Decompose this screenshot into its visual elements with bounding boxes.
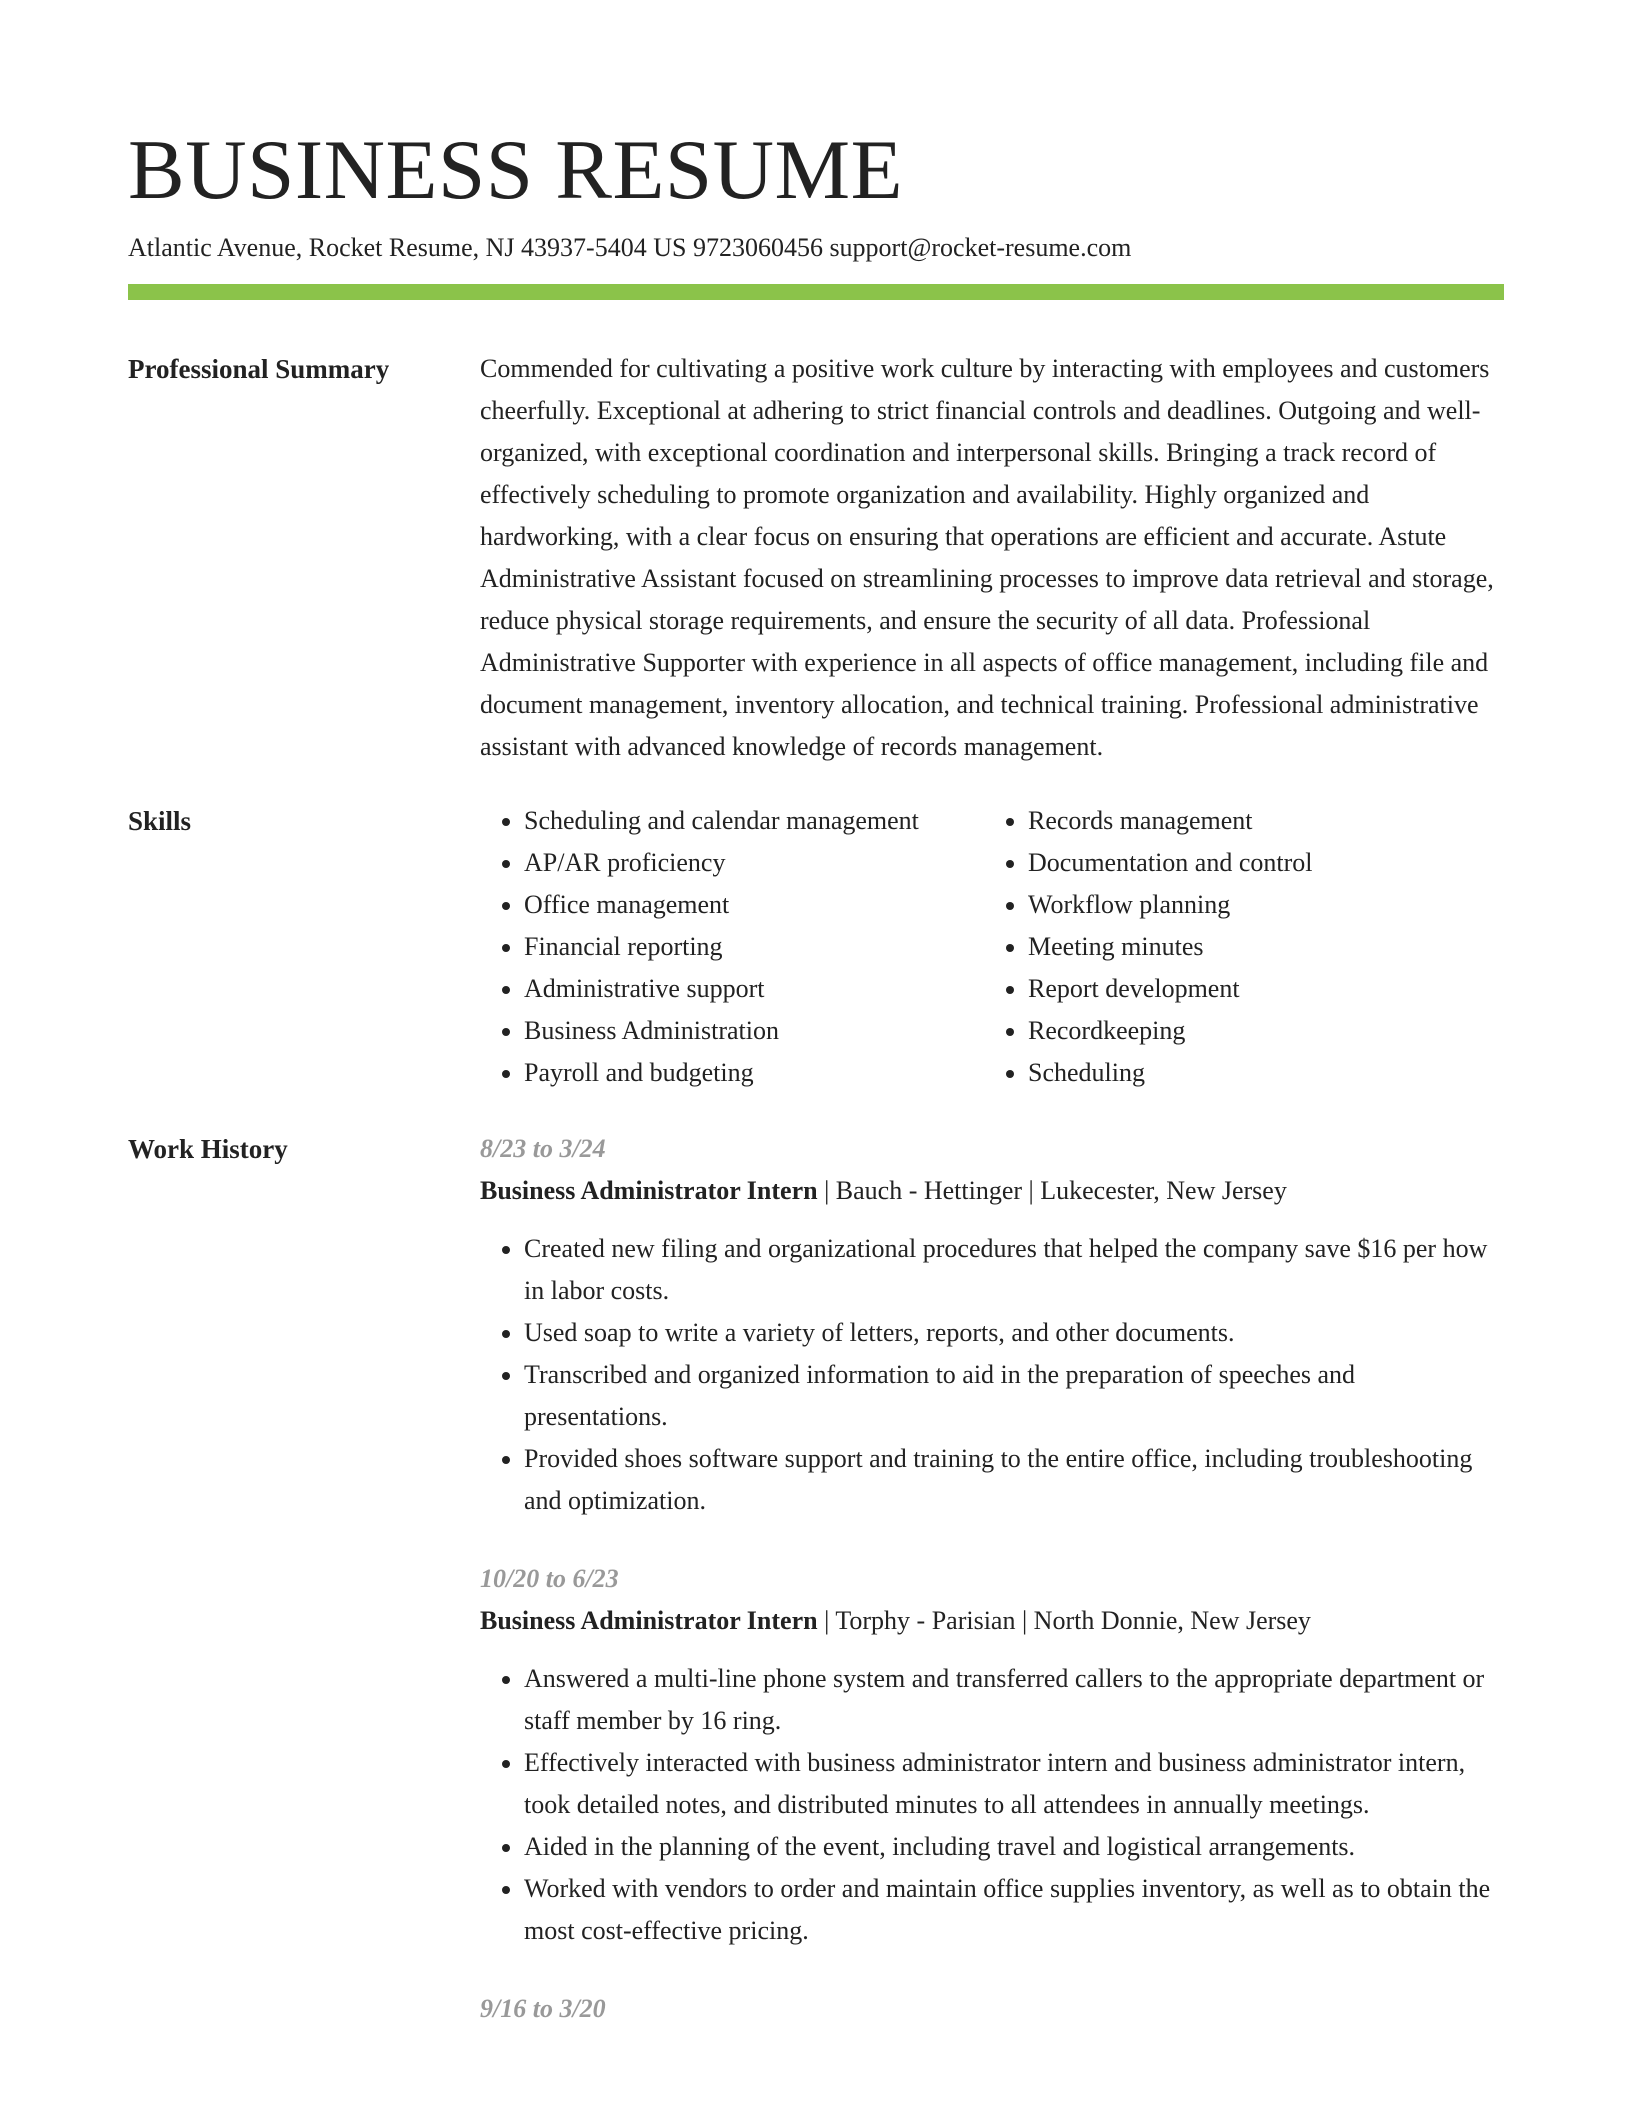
skills-section bbox=[128, 800, 1504, 1094]
skills-label: Skills bbox=[128, 806, 192, 836]
job-dates: 9/16 to 3/20 bbox=[480, 1994, 606, 2023]
job-bullet: • Aided in the planning of the event, including travel and logistical arrangements. bbox=[524, 1826, 1504, 1868]
job-dates: 8/23 to 3/24 bbox=[480, 1134, 606, 1163]
job-title-line bbox=[480, 1600, 1504, 1642]
work-history-section bbox=[128, 1128, 1504, 2066]
skill-item: • Financial reporting bbox=[524, 926, 984, 968]
job-title: Business Administrator Intern bbox=[480, 1606, 818, 1635]
skill-item: • Office management bbox=[524, 884, 984, 926]
summary-label: Professional Summary bbox=[128, 354, 390, 384]
skill-item: • Records management bbox=[1028, 800, 1312, 842]
skill-item: • Report development bbox=[1028, 968, 1312, 1010]
job-bullet: • Created new filing and organizational procedures that helped the company save $16 per how in labor costs. bbox=[524, 1228, 1504, 1312]
skill-item: • AP/AR proficiency bbox=[524, 842, 984, 884]
summary-text: Commended for cultivating a positive work culture by interacting with employees and customers cheerfully. Exceptional at adhering to strict financial controls and deadlines. Outgoing and well-organized, with exceptional coordination and interpersonal skills. Bringing a track record of effectively scheduling to promote organization and availability. Highly organized and hardworking, with a clear focus on ensuring that operations are efficient and accurate. Astute Administrative Assistant focused on streamlining processes to improve data retrieval and storage, reduce physical storage requirements, and ensure the security of all data. Professional Administrative Supporter with experience in all aspects of office management, including file and document management, inventory allocation, and technical training. Professional administrative assistant with advanced knowledge of records management. bbox=[480, 354, 1494, 761]
skill-item: • Workflow planning bbox=[1028, 884, 1312, 926]
skills-list-right bbox=[984, 800, 1312, 1094]
skill-item: • Payroll and budgeting bbox=[524, 1052, 984, 1094]
skill-item: • Recordkeeping bbox=[1028, 1010, 1312, 1052]
contact-line: Atlantic Avenue, Rocket Resume, NJ 43937-5404 US 9723060456 support@rocket-resume.com bbox=[128, 233, 1132, 262]
job-dates: 10/20 to 6/23 bbox=[480, 1564, 619, 1593]
job-bullet: • Used soap to write a variety of letters, reports, and other documents. bbox=[524, 1312, 1504, 1354]
header-divider bbox=[128, 284, 1504, 300]
job-title-line bbox=[480, 1170, 1504, 1212]
job-bullet: • Effectively interacted with business administrator intern and business administrator intern, took detailed notes, and distributed minutes to all attendees in annually meetings. bbox=[524, 1742, 1504, 1826]
work-history-label: Work History bbox=[128, 1134, 288, 1164]
job-entry bbox=[480, 1128, 1504, 1522]
job-bullet: • Worked with vendors to order and maintain office supplies inventory, as well as to obtain the most cost-effective pricing. bbox=[524, 1868, 1504, 1952]
skills-list-left bbox=[480, 800, 984, 1094]
skill-item: • Scheduling bbox=[1028, 1052, 1312, 1094]
skill-item: • Meeting minutes bbox=[1028, 926, 1312, 968]
job-title: Business Administrator Intern bbox=[480, 1176, 818, 1205]
job-bullet: • Transcribed and organized information to aid in the preparation of speeches and presentations. bbox=[524, 1354, 1504, 1438]
job-entry bbox=[480, 1988, 1504, 2030]
skill-item: • Business Administration bbox=[524, 1010, 984, 1052]
job-bullet: • Provided shoes software support and training to the entire office, including troubleshooting and optimization. bbox=[524, 1438, 1504, 1522]
summary-section bbox=[128, 348, 1504, 768]
job-bullet: • Answered a multi-line phone system and transferred callers to the appropriate department or staff member by 16 ring. bbox=[524, 1658, 1504, 1742]
resume-title: BUSINESS RESUME bbox=[128, 123, 904, 217]
resume-page bbox=[128, 120, 1504, 2066]
skill-item: • Documentation and control bbox=[1028, 842, 1312, 884]
job-bullets bbox=[480, 1228, 1504, 1522]
job-details: | Torphy - Parisian | North Donnie, New Jersey bbox=[817, 1606, 1311, 1635]
skill-item: • Scheduling and calendar management bbox=[524, 800, 984, 842]
job-entry bbox=[480, 1558, 1504, 1952]
job-bullets bbox=[480, 1658, 1504, 1952]
job-details: | Bauch - Hettinger | Lukecester, New Jersey bbox=[817, 1176, 1287, 1205]
skill-item: • Administrative support bbox=[524, 968, 984, 1010]
